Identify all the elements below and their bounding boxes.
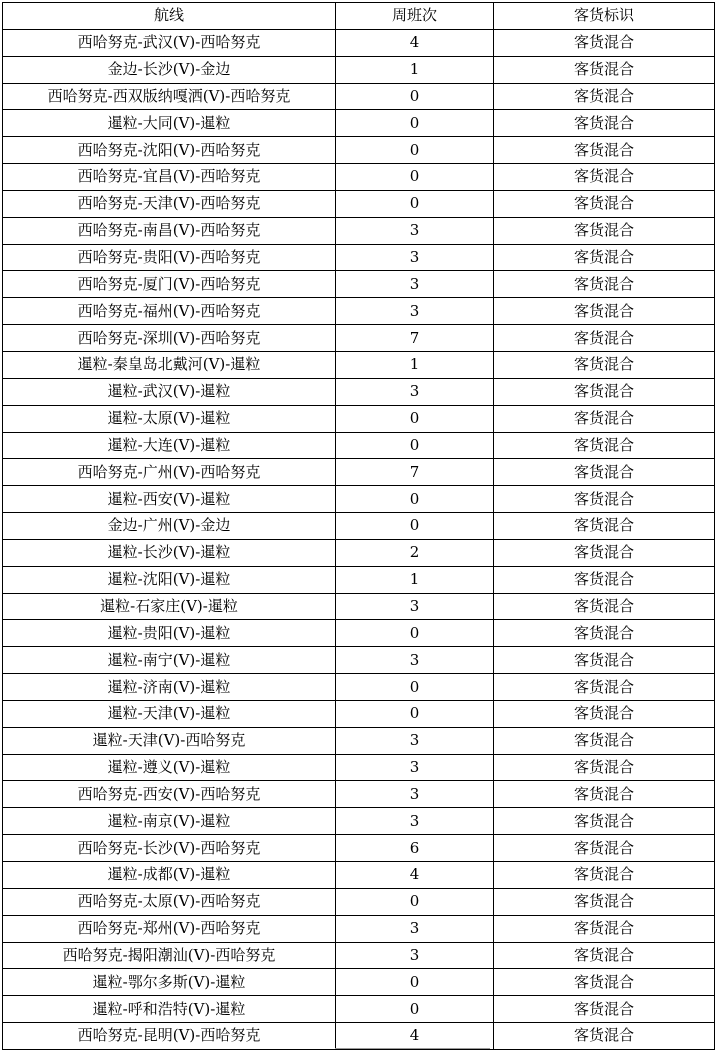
type-cell: 客货混合 bbox=[494, 862, 715, 889]
frequency-cell: 3 bbox=[336, 727, 494, 754]
frequency-cell: 0 bbox=[336, 190, 494, 217]
frequency-cell: 0 bbox=[336, 513, 494, 540]
table-row bbox=[3, 513, 715, 540]
route-cell: 暹粒-成都(V)-暹粒 bbox=[3, 862, 336, 889]
table-row bbox=[3, 888, 715, 915]
route-cell: 西哈努克-贵阳(V)-西哈努克 bbox=[3, 244, 336, 271]
table-row bbox=[3, 539, 715, 566]
route-cell: 西哈努克-武汉(V)-西哈努克 bbox=[3, 29, 336, 56]
table-row bbox=[3, 459, 715, 486]
frequency-cell: 0 bbox=[336, 969, 494, 996]
table-row bbox=[3, 244, 715, 271]
type-cell: 客货混合 bbox=[494, 351, 715, 378]
route-cell: 暹粒-秦皇岛北戴河(V)-暹粒 bbox=[3, 351, 336, 378]
route-cell: 暹粒-天津(V)-暹粒 bbox=[3, 700, 336, 727]
table-row bbox=[3, 915, 715, 942]
table-body bbox=[3, 29, 715, 1049]
type-cell: 客货混合 bbox=[494, 566, 715, 593]
route-cell: 西哈努克-宜昌(V)-西哈努克 bbox=[3, 164, 336, 191]
route-cell: 金边-广州(V)-金边 bbox=[3, 513, 336, 540]
table-row bbox=[3, 83, 715, 110]
route-cell: 西哈努克-福州(V)-西哈努克 bbox=[3, 298, 336, 325]
frequency-cell: 3 bbox=[336, 271, 494, 298]
route-cell: 暹粒-大连(V)-暹粒 bbox=[3, 432, 336, 459]
header-route: 航线 bbox=[3, 3, 336, 30]
frequency-cell: 3 bbox=[336, 298, 494, 325]
route-cell: 暹粒-呼和浩特(V)-暹粒 bbox=[3, 996, 336, 1023]
route-cell: 暹粒-贵阳(V)-暹粒 bbox=[3, 620, 336, 647]
table-row bbox=[3, 298, 715, 325]
route-cell: 暹粒-遵义(V)-暹粒 bbox=[3, 754, 336, 781]
route-cell: 金边-长沙(V)-金边 bbox=[3, 56, 336, 83]
frequency-cell: 0 bbox=[336, 405, 494, 432]
type-cell: 客货混合 bbox=[494, 915, 715, 942]
frequency-cell: 0 bbox=[336, 137, 494, 164]
type-cell: 客货混合 bbox=[494, 674, 715, 701]
table-header bbox=[3, 3, 715, 30]
frequency-cell: 1 bbox=[336, 566, 494, 593]
type-cell: 客货混合 bbox=[494, 405, 715, 432]
type-cell: 客货混合 bbox=[494, 942, 715, 969]
frequency-cell: 0 bbox=[336, 700, 494, 727]
frequency-cell: 3 bbox=[336, 942, 494, 969]
table-row bbox=[3, 325, 715, 352]
type-cell: 客货混合 bbox=[494, 164, 715, 191]
type-cell: 客货混合 bbox=[494, 190, 715, 217]
frequency-cell: 0 bbox=[336, 888, 494, 915]
type-cell: 客货混合 bbox=[494, 996, 715, 1023]
type-cell: 客货混合 bbox=[494, 888, 715, 915]
route-cell: 西哈努克-天津(V)-西哈努克 bbox=[3, 190, 336, 217]
type-cell: 客货混合 bbox=[494, 29, 715, 56]
header-type: 客货标识 bbox=[494, 3, 715, 30]
type-cell: 客货混合 bbox=[494, 835, 715, 862]
table-row bbox=[3, 593, 715, 620]
route-schedule-table bbox=[2, 2, 715, 1050]
type-cell: 客货混合 bbox=[494, 781, 715, 808]
frequency-cell: 3 bbox=[336, 647, 494, 674]
type-cell: 客货混合 bbox=[494, 754, 715, 781]
table-row bbox=[3, 781, 715, 808]
route-cell: 暹粒-西安(V)-暹粒 bbox=[3, 486, 336, 513]
frequency-cell: 3 bbox=[336, 915, 494, 942]
route-cell: 西哈努克-揭阳潮汕(V)-西哈努克 bbox=[3, 942, 336, 969]
type-cell: 客货混合 bbox=[494, 700, 715, 727]
frequency-cell: 3 bbox=[336, 593, 494, 620]
type-cell: 客货混合 bbox=[494, 620, 715, 647]
type-cell: 客货混合 bbox=[494, 808, 715, 835]
route-cell: 暹粒-太原(V)-暹粒 bbox=[3, 405, 336, 432]
type-cell: 客货混合 bbox=[494, 298, 715, 325]
table-row bbox=[3, 217, 715, 244]
table-row bbox=[3, 378, 715, 405]
route-cell: 暹粒-天津(V)-西哈努克 bbox=[3, 727, 336, 754]
type-cell: 客货混合 bbox=[494, 56, 715, 83]
table-row bbox=[3, 700, 715, 727]
frequency-cell: 1 bbox=[336, 56, 494, 83]
frequency-cell: 0 bbox=[336, 432, 494, 459]
table-row bbox=[3, 942, 715, 969]
route-cell: 西哈努克-西安(V)-西哈努克 bbox=[3, 781, 336, 808]
type-cell: 客货混合 bbox=[494, 486, 715, 513]
frequency-cell: 0 bbox=[336, 486, 494, 513]
route-cell: 西哈努克-深圳(V)-西哈努克 bbox=[3, 325, 336, 352]
table-row bbox=[3, 647, 715, 674]
frequency-cell: 3 bbox=[336, 754, 494, 781]
table-row bbox=[3, 351, 715, 378]
frequency-cell: 7 bbox=[336, 459, 494, 486]
frequency-cell: 2 bbox=[336, 539, 494, 566]
frequency-cell: 0 bbox=[336, 674, 494, 701]
type-cell: 客货混合 bbox=[494, 969, 715, 996]
route-cell: 暹粒-大同(V)-暹粒 bbox=[3, 110, 336, 137]
route-cell: 西哈努克-沈阳(V)-西哈努克 bbox=[3, 137, 336, 164]
table-row bbox=[3, 110, 715, 137]
table-row bbox=[3, 808, 715, 835]
frequency-cell: 4 bbox=[336, 29, 494, 56]
table-row bbox=[3, 754, 715, 781]
type-cell: 客货混合 bbox=[494, 271, 715, 298]
type-cell: 客货混合 bbox=[494, 727, 715, 754]
route-cell: 暹粒-鄂尔多斯(V)-暹粒 bbox=[3, 969, 336, 996]
type-cell: 客货混合 bbox=[494, 325, 715, 352]
table-row bbox=[3, 727, 715, 754]
frequency-cell: 0 bbox=[336, 620, 494, 647]
table-row bbox=[3, 620, 715, 647]
header-frequency: 周班次 bbox=[336, 3, 494, 30]
table-row bbox=[3, 190, 715, 217]
route-cell: 西哈努克-长沙(V)-西哈努克 bbox=[3, 835, 336, 862]
route-cell: 暹粒-南京(V)-暹粒 bbox=[3, 808, 336, 835]
frequency-cell: 3 bbox=[336, 378, 494, 405]
type-cell: 客货混合 bbox=[494, 244, 715, 271]
type-cell: 客货混合 bbox=[494, 539, 715, 566]
table-row bbox=[3, 137, 715, 164]
frequency-cell: 1 bbox=[336, 351, 494, 378]
type-cell: 客货混合 bbox=[494, 593, 715, 620]
table-row bbox=[3, 1023, 715, 1050]
table-row bbox=[3, 432, 715, 459]
table-row bbox=[3, 271, 715, 298]
route-cell: 暹粒-济南(V)-暹粒 bbox=[3, 674, 336, 701]
frequency-cell: 3 bbox=[336, 217, 494, 244]
frequency-cell: 4 bbox=[336, 862, 494, 889]
type-cell: 客货混合 bbox=[494, 432, 715, 459]
route-cell: 西哈努克-广州(V)-西哈努克 bbox=[3, 459, 336, 486]
route-cell: 暹粒-武汉(V)-暹粒 bbox=[3, 378, 336, 405]
type-cell: 客货混合 bbox=[494, 647, 715, 674]
frequency-cell: 0 bbox=[336, 110, 494, 137]
table-row bbox=[3, 835, 715, 862]
type-cell: 客货混合 bbox=[494, 513, 715, 540]
route-cell: 西哈努克-郑州(V)-西哈努克 bbox=[3, 915, 336, 942]
table-row bbox=[3, 486, 715, 513]
route-cell: 暹粒-长沙(V)-暹粒 bbox=[3, 539, 336, 566]
type-cell: 客货混合 bbox=[494, 378, 715, 405]
route-cell: 暹粒-沈阳(V)-暹粒 bbox=[3, 566, 336, 593]
frequency-cell: 3 bbox=[336, 244, 494, 271]
frequency-cell: 3 bbox=[336, 781, 494, 808]
type-cell: 客货混合 bbox=[494, 110, 715, 137]
header-row bbox=[3, 3, 715, 30]
frequency-cell: 4 bbox=[336, 1023, 494, 1050]
type-cell: 客货混合 bbox=[494, 217, 715, 244]
route-cell: 暹粒-南宁(V)-暹粒 bbox=[3, 647, 336, 674]
frequency-cell: 6 bbox=[336, 835, 494, 862]
frequency-cell: 0 bbox=[336, 83, 494, 110]
table-row bbox=[3, 405, 715, 432]
type-cell: 客货混合 bbox=[494, 1023, 715, 1050]
type-cell: 客货混合 bbox=[494, 137, 715, 164]
route-cell: 西哈努克-太原(V)-西哈努克 bbox=[3, 888, 336, 915]
table-row bbox=[3, 56, 715, 83]
route-cell: 西哈努克-厦门(V)-西哈努克 bbox=[3, 271, 336, 298]
frequency-cell: 7 bbox=[336, 325, 494, 352]
type-cell: 客货混合 bbox=[494, 459, 715, 486]
table-row bbox=[3, 29, 715, 56]
table-row bbox=[3, 969, 715, 996]
table-row bbox=[3, 164, 715, 191]
route-cell: 西哈努克-昆明(V)-西哈努克 bbox=[3, 1023, 336, 1050]
frequency-cell: 0 bbox=[336, 996, 494, 1023]
frequency-cell: 3 bbox=[336, 808, 494, 835]
page-edge-mark bbox=[335, 1048, 490, 1049]
table-row bbox=[3, 566, 715, 593]
table-row bbox=[3, 862, 715, 889]
route-cell: 西哈努克-南昌(V)-西哈努克 bbox=[3, 217, 336, 244]
table-row bbox=[3, 996, 715, 1023]
table-row bbox=[3, 674, 715, 701]
route-cell: 西哈努克-西双版纳嘎洒(V)-西哈努克 bbox=[3, 83, 336, 110]
route-cell: 暹粒-石家庄(V)-暹粒 bbox=[3, 593, 336, 620]
type-cell: 客货混合 bbox=[494, 83, 715, 110]
frequency-cell: 0 bbox=[336, 164, 494, 191]
